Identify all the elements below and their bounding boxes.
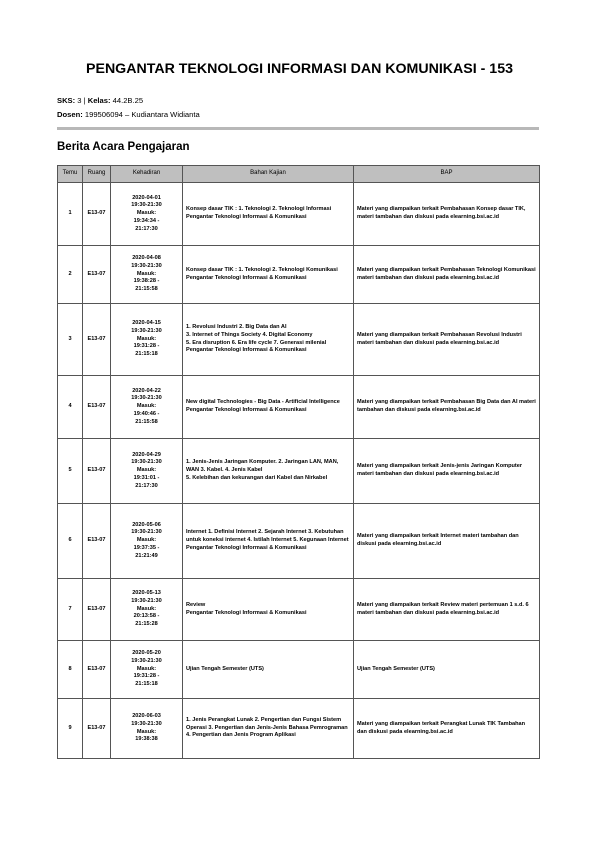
kehadiran-line: 19:30-21:30 bbox=[131, 459, 162, 466]
cell-kehadiran bbox=[111, 304, 183, 376]
divider bbox=[57, 127, 539, 130]
dosen-label: Dosen: bbox=[57, 110, 83, 119]
kehadiran-line: 19:30-21:30 bbox=[131, 657, 162, 664]
bahan-line: Pengantar Teknologi Informasi & Komunikasi bbox=[186, 609, 307, 616]
kehadiran-line: 2020-05-06 bbox=[132, 521, 161, 528]
table-row bbox=[58, 246, 540, 304]
bahan-line: 5. Era disruption 6. Era life cycle 7. Generasi milenial bbox=[186, 339, 327, 346]
bahan-line: Internet 1. Definisi Internet 2. Sejarah Internet 3. Kebutuhan untuk koneksi internet 4. Istilah Internet 5. Kegunaan Internet bbox=[186, 529, 349, 544]
table-row bbox=[58, 183, 540, 246]
cell-temu: 8 bbox=[58, 641, 83, 699]
bahan-line: Pengantar Teknologi Informasi & Komunikasi bbox=[186, 347, 307, 354]
header-temu: Temu bbox=[58, 166, 83, 183]
kehadiran-line: 20:13:58 - bbox=[133, 613, 160, 620]
bahan-line: Pengantar Teknologi Informasi & Komunikasi bbox=[186, 214, 307, 220]
cell-bap: Ujian Tengah Semester (UTS) bbox=[354, 641, 540, 699]
cell-bahan-kajian bbox=[183, 439, 354, 504]
cell-kehadiran bbox=[111, 699, 183, 759]
bahan-line: Ujian Tengah Semester (UTS) bbox=[186, 665, 264, 672]
kehadiran-line: 19:38:38 bbox=[135, 736, 158, 743]
lecturer-info-line bbox=[57, 110, 200, 119]
cell-bap: Materi yang diampaikan terkait Internet materi tambahan dan diskusi pada elearning.bsi.ac.id bbox=[354, 504, 540, 579]
bahan-line: Pengantar Teknologi Informasi & Komunikasi bbox=[186, 544, 307, 551]
cell-ruang: E13-07 bbox=[83, 641, 111, 699]
cell-ruang: E13-07 bbox=[83, 246, 111, 304]
kehadiran-line: 2020-05-20 bbox=[132, 650, 161, 656]
cell-temu: 9 bbox=[58, 699, 83, 759]
kehadiran-line: Masuk: bbox=[136, 270, 157, 277]
kehadiran-line: 21:17:30 bbox=[135, 482, 158, 489]
kehadiran-line: 21:15:58 bbox=[135, 286, 158, 293]
cell-bahan-kajian bbox=[183, 699, 354, 759]
kehadiran-line: 2020-05-13 bbox=[132, 590, 161, 596]
cell-bahan-kajian bbox=[183, 579, 354, 641]
kehadiran-line: 19:30-21:30 bbox=[131, 262, 162, 269]
kehadiran-line: 21:15:58 bbox=[135, 418, 158, 425]
kelas-label: Kelas: bbox=[87, 96, 111, 105]
cell-ruang: E13-07 bbox=[83, 579, 111, 641]
table-row bbox=[58, 579, 540, 641]
cell-ruang: E13-07 bbox=[83, 376, 111, 439]
table-row bbox=[58, 376, 540, 439]
table-row bbox=[58, 439, 540, 504]
kehadiran-line: 19:30-21:30 bbox=[131, 395, 162, 402]
table-row bbox=[58, 504, 540, 579]
table-row bbox=[58, 699, 540, 759]
bahan-line: Konsep dasar TIK : 1. Teknologi 2. Teknologi Informasi bbox=[186, 206, 332, 213]
cell-bap: Materi yang diampaikan terkait Pembahasan Teknologi Komunikasi materi tambahan dan diskusi pada elearning.bsi.ac.id bbox=[354, 246, 540, 304]
section-title: Berita Acara Pengajaran bbox=[57, 141, 190, 153]
kehadiran-line: 2020-06-03 bbox=[132, 712, 161, 719]
kehadiran-line: 21:17:30 bbox=[135, 225, 158, 232]
bahan-line: Pengantar Teknologi Informasi & Komunikasi bbox=[186, 274, 307, 281]
cell-bap: Materi yang diampaikan terkait Pembahasan Revolusi Industri materi tambahan dan diskusi pada elearning.bsi.ac.id bbox=[354, 304, 540, 376]
kehadiran-line: 21:15:28 bbox=[135, 621, 158, 628]
cell-bahan-kajian bbox=[183, 246, 354, 304]
cell-temu: 6 bbox=[58, 504, 83, 579]
cell-bap: Materi yang diampaikan terkait Pembahasan Konsep dasar TIK, materi tambahan dan diskusi pada elearning.bsi.ac.id bbox=[354, 183, 540, 246]
page-title: PENGANTAR TEKNOLOGI INFORMASI DAN KOMUNIKASI - 153 bbox=[86, 61, 513, 77]
kehadiran-line: 19:38:28 - bbox=[133, 278, 160, 285]
cell-kehadiran bbox=[111, 183, 183, 246]
kehadiran-line: 19:30-21:30 bbox=[131, 327, 162, 334]
kehadiran-line: Masuk: bbox=[136, 403, 157, 410]
bahan-line: 1. Revolusi Industri 2. Big Data dan AI bbox=[186, 323, 287, 330]
bahan-line: 3. Internet of Things Society 4. Digital Economy bbox=[186, 331, 313, 338]
bap-table bbox=[57, 165, 540, 759]
kehadiran-line: 19:31:28 - bbox=[133, 673, 160, 680]
kehadiran-line: 2020-04-22 bbox=[132, 387, 161, 394]
cell-temu: 7 bbox=[58, 579, 83, 641]
cell-bahan-kajian bbox=[183, 504, 354, 579]
cell-ruang: E13-07 bbox=[83, 699, 111, 759]
kehadiran-line: Masuk: bbox=[136, 605, 157, 612]
header-bap: BAP bbox=[354, 166, 540, 183]
cell-temu: 4 bbox=[58, 376, 83, 439]
kehadiran-line: Masuk: bbox=[136, 665, 157, 672]
cell-kehadiran bbox=[111, 579, 183, 641]
bahan-line: Konsep dasar TIK : 1. Teknologi 2. Teknologi Komunikasi bbox=[186, 266, 338, 273]
cell-bap: Materi yang diampaikan terkait Pembahasan Big Data dan AI materi tambahan dan diskusi pada elearning.bsi.ac.id bbox=[354, 376, 540, 439]
kehadiran-line: 19:30-21:30 bbox=[131, 720, 162, 727]
kehadiran-line: 2020-04-29 bbox=[132, 451, 161, 458]
cell-ruang: E13-07 bbox=[83, 304, 111, 376]
cell-bahan-kajian bbox=[183, 183, 354, 246]
header-kehadiran: Kehadiran bbox=[111, 166, 183, 183]
bahan-line: Pengantar Teknologi Informasi & Komunikasi bbox=[186, 407, 307, 413]
kehadiran-line: 19:34:34 - bbox=[133, 217, 160, 224]
cell-bap: Materi yang diampaikan terkait Perangkat Lunak TIK Tambahan dan diskusi pada elearning.bsi.ac.id bbox=[354, 699, 540, 759]
kehadiran-line: 21:15:18 bbox=[135, 681, 158, 688]
cell-bap: Materi yang diampaikan terkait Review materi pertemuan 1 s.d. 6 materi tambahan dan diskusi pada elearning.bsi.ac.id bbox=[354, 579, 540, 641]
cell-kehadiran bbox=[111, 641, 183, 699]
kehadiran-line: 21:21:49 bbox=[135, 552, 158, 559]
cell-temu: 2 bbox=[58, 246, 83, 304]
cell-bahan-kajian bbox=[183, 304, 354, 376]
bahan-line: 1. Jenis Perangkat Lunak 2. Pengertian dan Fungsi Sistem Operasi 3. Pengertian dan Jenis-Jenis Bahasa Pemrograman 4. Pengertian dan Jenis Program Aplikasi bbox=[186, 716, 348, 739]
cell-bahan-kajian bbox=[183, 641, 354, 699]
kehadiran-line: Masuk: bbox=[136, 537, 157, 544]
kehadiran-line: 19:31:01 - bbox=[133, 474, 160, 481]
kehadiran-line: 19:30-21:30 bbox=[131, 597, 162, 604]
header-bahan-kajian: Bahan Kajian bbox=[183, 166, 354, 183]
cell-ruang: E13-07 bbox=[83, 183, 111, 246]
kehadiran-line: 19:40:46 - bbox=[133, 410, 160, 417]
kehadiran-line: 19:37:35 - bbox=[133, 544, 160, 551]
table-row bbox=[58, 304, 540, 376]
course-info-line: SKS: 3 | Kelas: 44.2B.25 bbox=[57, 96, 144, 105]
kehadiran-line: Masuk: bbox=[136, 728, 157, 735]
cell-kehadiran bbox=[111, 504, 183, 579]
cell-kehadiran bbox=[111, 376, 183, 439]
cell-bahan-kajian bbox=[183, 376, 354, 439]
kehadiran-line: 2020-04-01 bbox=[132, 194, 161, 201]
kehadiran-line: Masuk: bbox=[136, 335, 157, 342]
cell-kehadiran bbox=[111, 439, 183, 504]
dosen-value: 199506094 – Kudiantara Widianta bbox=[84, 110, 200, 119]
cell-temu: 1 bbox=[58, 183, 83, 246]
kehadiran-line: 21:15:18 bbox=[135, 351, 158, 358]
cell-ruang: E13-07 bbox=[83, 439, 111, 504]
cell-ruang: E13-07 bbox=[83, 504, 111, 579]
kelas-value: 44.2B.25 bbox=[112, 96, 144, 105]
kehadiran-line: 2020-04-15 bbox=[132, 320, 161, 326]
kehadiran-line: 19:31:28 - bbox=[133, 343, 160, 350]
table-header-row bbox=[58, 166, 540, 183]
bahan-line: 5. Kelebihan dan kekurangan dari Kabel dan Nirkabel bbox=[186, 474, 328, 481]
sks-label: SKS: bbox=[57, 96, 76, 105]
cell-kehadiran bbox=[111, 246, 183, 304]
header-ruang: Ruang bbox=[83, 166, 111, 183]
kehadiran-line: Masuk: bbox=[136, 467, 157, 474]
bahan-line: 1. Jenis-Jenis Jaringan Komputer. 2. Jaringan LAN, MAN, WAN 3. Kabel. 4. Jenis Kabel bbox=[186, 459, 339, 474]
bahan-line: Review bbox=[186, 601, 206, 608]
kehadiran-line: 19:30-21:30 bbox=[131, 202, 162, 209]
cell-temu: 3 bbox=[58, 304, 83, 376]
table-row bbox=[58, 641, 540, 699]
kehadiran-line: 19:30-21:30 bbox=[131, 529, 162, 536]
bahan-line: New digital Technologies - Big Data - Artificial Intelligence bbox=[186, 399, 340, 406]
sks-value: 3 bbox=[77, 96, 82, 105]
kehadiran-line: 2020-04-08 bbox=[132, 255, 161, 261]
kehadiran-line: Masuk: bbox=[136, 210, 157, 217]
cell-temu: 5 bbox=[58, 439, 83, 504]
cell-bap: Materi yang diampaikan terkait Jenis-jenis Jaringan Komputer materi tambahan dan diskusi pada elearning.bsi.ac.id bbox=[354, 439, 540, 504]
